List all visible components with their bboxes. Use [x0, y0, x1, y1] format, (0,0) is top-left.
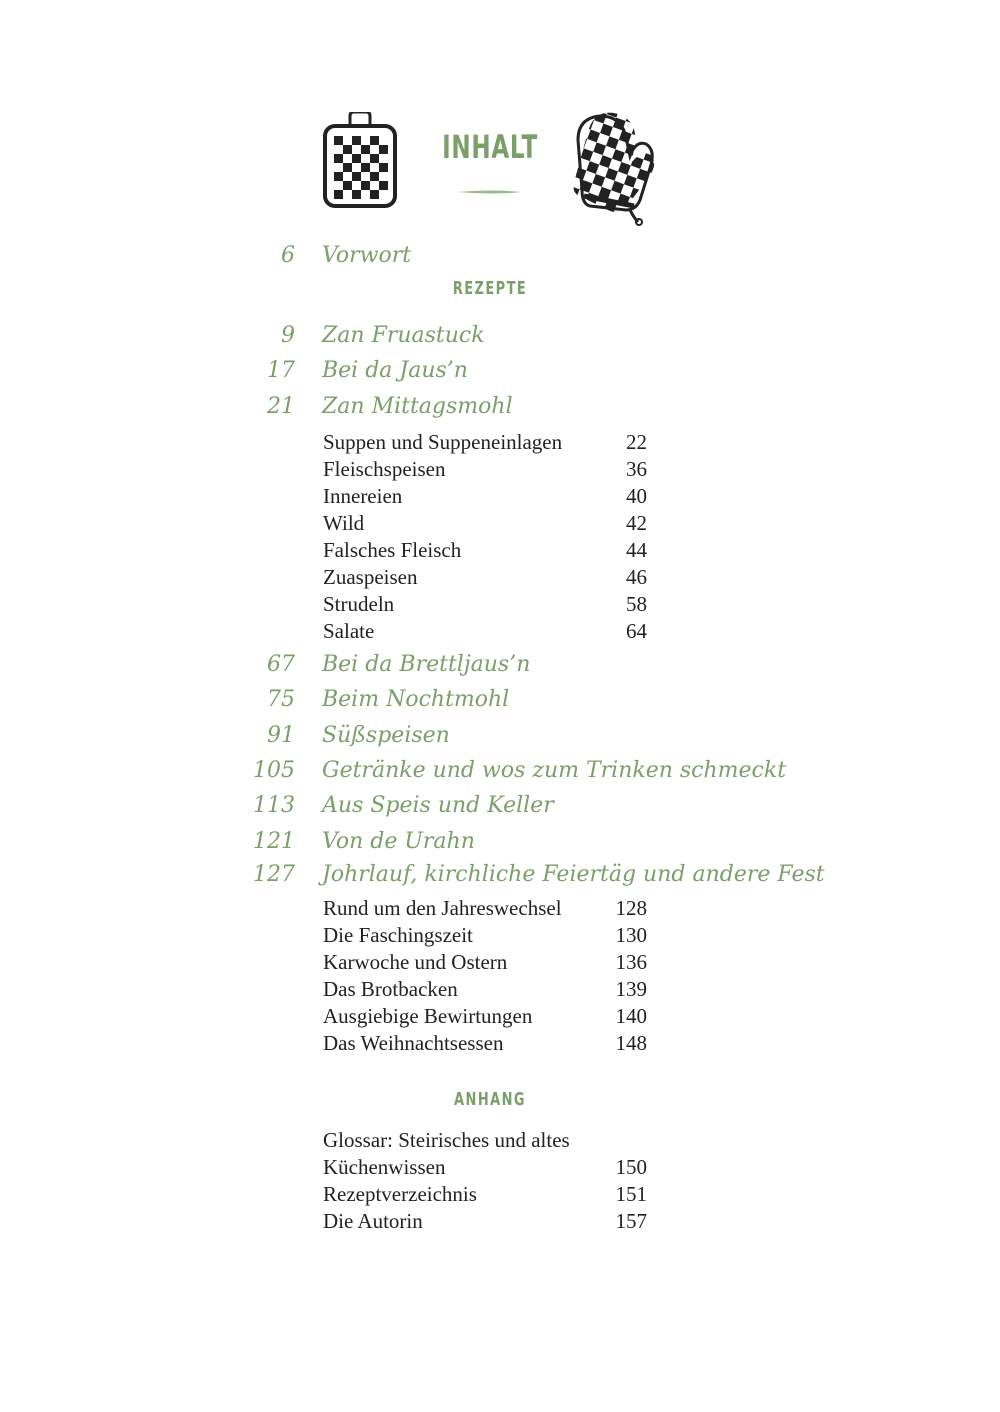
- chapter-title: Bei da Brettljaus’n: [322, 652, 531, 677]
- subentry-title: Küchenwissen: [323, 1155, 446, 1179]
- chapter-number: 75: [267, 687, 295, 712]
- chapter-title: Vorwort: [322, 243, 412, 268]
- subentry-page: 36: [626, 457, 647, 481]
- subentry-page: 44: [626, 538, 647, 562]
- subentry-title: Suppen und Suppeneinlagen: [323, 430, 563, 454]
- subentry-title: Innereien: [323, 484, 403, 508]
- page-title: INHALT: [442, 128, 538, 166]
- toc-subentry[interactable]: [0, 1182, 1000, 1209]
- subentry-page: 40: [626, 484, 647, 508]
- subentry-page: 140: [615, 1004, 647, 1028]
- toc-entry[interactable]: [0, 829, 1000, 859]
- subentry-page: 64: [626, 619, 647, 643]
- subentry-page: 128: [615, 896, 647, 920]
- subentry-title: Karwoche und Ostern: [323, 950, 508, 974]
- subentry-page: 151: [615, 1182, 647, 1206]
- subentry-page: 46: [626, 565, 647, 589]
- subentry-title: Fleischspeisen: [323, 457, 446, 481]
- subentry-title: Rund um den Jahreswechsel: [323, 896, 562, 920]
- toc-subentry[interactable]: [0, 430, 1000, 457]
- toc-entry[interactable]: [0, 862, 1000, 892]
- section-header-anhang: ANHANG: [454, 1089, 526, 1110]
- toc-subentry[interactable]: [0, 1155, 1000, 1182]
- chapter-number: 17: [267, 358, 295, 383]
- subentry-title: Strudeln: [323, 592, 395, 616]
- oven-mitt-icon: [570, 110, 660, 226]
- subentry-title: Falsches Fleisch: [323, 538, 462, 562]
- toc-subentry[interactable]: [0, 565, 1000, 592]
- subentry-page: 22: [626, 430, 647, 454]
- toc-subentry[interactable]: [0, 896, 1000, 923]
- toc-subentry[interactable]: [0, 592, 1000, 619]
- chapter-title: Aus Speis und Keller: [322, 793, 554, 818]
- toc-subentry[interactable]: [0, 1004, 1000, 1031]
- chapter-title: Johrlauf, kirchliche Feiertäg und andere Fest: [322, 862, 825, 887]
- chapter-number: 91: [267, 723, 295, 748]
- chapter-number: 127: [253, 862, 295, 887]
- chapter-title: Zan Fruastuck: [322, 323, 485, 348]
- title-divider: [458, 188, 522, 196]
- pot-holder-icon: [322, 112, 398, 208]
- toc-subentry[interactable]: [0, 950, 1000, 977]
- subentry-page: 58: [626, 592, 647, 616]
- toc-entry[interactable]: [0, 323, 1000, 353]
- toc-entry-vorwort[interactable]: [0, 243, 1000, 273]
- chapter-title: Bei da Jaus’n: [322, 358, 468, 383]
- toc-subentry[interactable]: [0, 511, 1000, 538]
- subentry-title: Die Autorin: [323, 1209, 423, 1233]
- chapter-number: 105: [253, 758, 295, 783]
- toc-entry[interactable]: [0, 687, 1000, 717]
- chapter-number: 6: [281, 243, 295, 268]
- toc-subentry[interactable]: [0, 977, 1000, 1004]
- subentry-title: Rezeptverzeichnis: [323, 1182, 477, 1206]
- toc-entry[interactable]: [0, 652, 1000, 682]
- toc-subentry[interactable]: [0, 484, 1000, 511]
- toc-entry[interactable]: [0, 394, 1000, 424]
- subentry-page: 148: [615, 1031, 647, 1055]
- subentry-page: 42: [626, 511, 647, 535]
- toc-entry[interactable]: [0, 758, 1000, 788]
- toc-subentry[interactable]: [0, 619, 1000, 646]
- section-header-rezepte: REZEPTE: [452, 278, 528, 299]
- subentry-page: 157: [615, 1209, 647, 1233]
- toc-subentry[interactable]: [0, 923, 1000, 950]
- subentry-page: 150: [615, 1155, 647, 1179]
- subentry-page: 136: [615, 950, 647, 974]
- subentry-title: Glossar: Steirisches und altes: [323, 1128, 570, 1152]
- subentry-title: Wild: [323, 511, 365, 535]
- subentry-title: Das Weihnachtsessen: [323, 1031, 504, 1055]
- chapter-title: Von de Urahn: [322, 829, 475, 854]
- subentry-title: Die Faschingszeit: [323, 923, 473, 947]
- chapter-title: Beim Nochtmohl: [322, 687, 510, 712]
- toc-subentry[interactable]: [0, 538, 1000, 565]
- chapter-number: 121: [253, 829, 295, 854]
- toc-entry[interactable]: [0, 723, 1000, 753]
- subentry-title: Ausgiebige Bewirtungen: [323, 1004, 533, 1028]
- subentry-title: Zuaspeisen: [323, 565, 418, 589]
- chapter-title: Getränke und wos zum Trinken schmeckt: [322, 758, 787, 783]
- toc-subentry[interactable]: [0, 1209, 1000, 1236]
- toc-entry[interactable]: [0, 358, 1000, 388]
- chapter-title: Süßspeisen: [322, 723, 450, 748]
- subentry-title: Das Brotbacken: [323, 977, 458, 1001]
- chapter-number: 67: [267, 652, 295, 677]
- chapter-number: 9: [281, 323, 295, 348]
- subentry-title: Salate: [323, 619, 375, 643]
- chapter-number: 113: [253, 793, 295, 818]
- chapter-number: 21: [267, 394, 295, 419]
- subentry-page: 130: [615, 923, 647, 947]
- chapter-title: Zan Mittagsmohl: [322, 394, 513, 419]
- toc-entry[interactable]: [0, 793, 1000, 823]
- toc-subentry[interactable]: [0, 1031, 1000, 1058]
- toc-subentry[interactable]: [0, 1128, 1000, 1155]
- subentry-page: 139: [615, 977, 647, 1001]
- toc-subentry[interactable]: [0, 457, 1000, 484]
